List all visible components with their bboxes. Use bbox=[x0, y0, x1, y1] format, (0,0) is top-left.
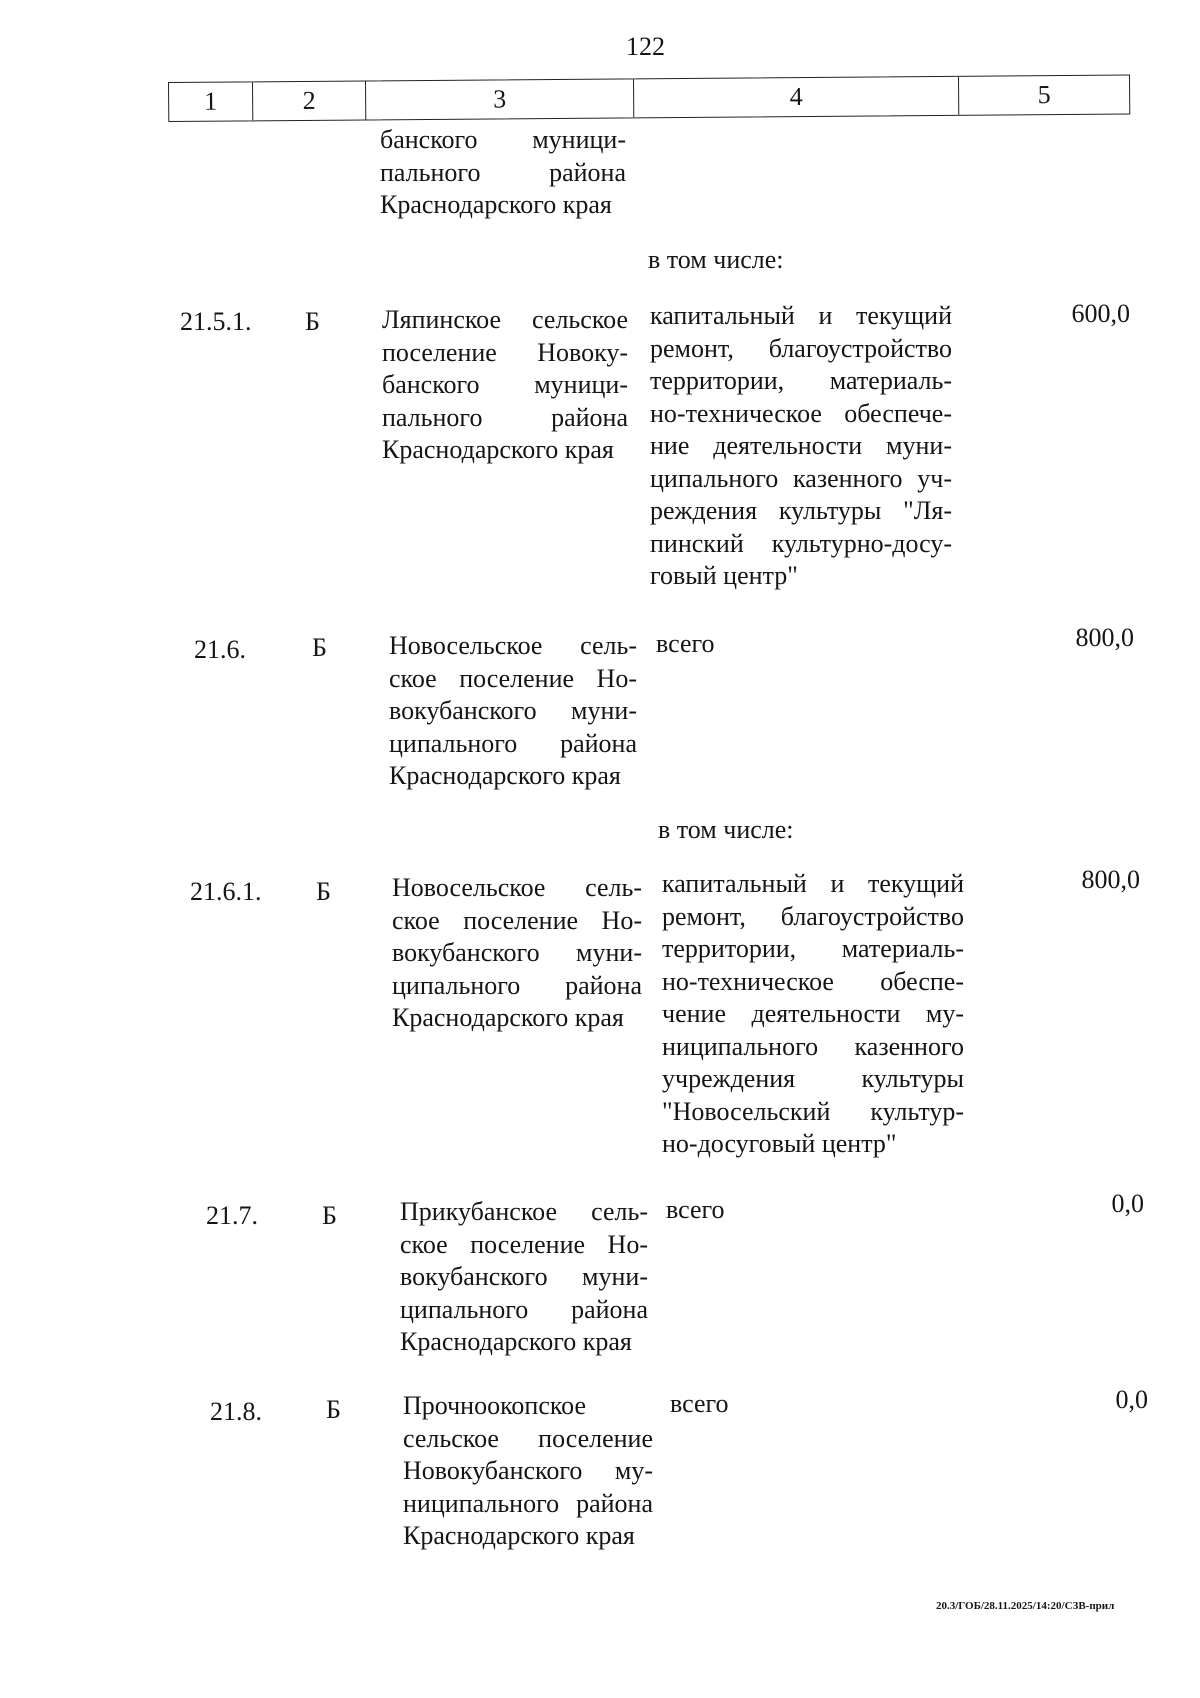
name-line: Краснодарского края bbox=[380, 190, 612, 219]
header-cell-4: 4 bbox=[634, 77, 959, 118]
name-line: ципального района bbox=[400, 1294, 648, 1324]
subtotal-label: в том числе: bbox=[648, 245, 784, 274]
subtotal-label: в том числе: bbox=[658, 815, 794, 844]
name-line: ниципального района bbox=[403, 1488, 653, 1518]
row-number: 21.6. bbox=[194, 635, 246, 664]
purpose-line: капитальный и текущий bbox=[650, 301, 952, 330]
name-line: Прочноокопское bbox=[403, 1391, 587, 1420]
header-cell-2: 2 bbox=[253, 81, 366, 120]
table-header-row bbox=[168, 74, 1130, 122]
header-cell-5: 5 bbox=[1037, 80, 1051, 110]
purpose-line: территории, материаль- bbox=[650, 366, 952, 395]
name-line: банского муници- bbox=[382, 370, 628, 399]
row-name bbox=[400, 1196, 648, 1359]
name-line: Краснодарского края bbox=[392, 1003, 624, 1032]
row-category: Б bbox=[322, 1201, 337, 1230]
row-purpose: всего bbox=[656, 629, 715, 658]
name-line: Новосельское сель- bbox=[392, 873, 642, 902]
purpose-line: чение деятельности му- bbox=[662, 999, 964, 1028]
name-line: Прикубанское сель- bbox=[400, 1197, 648, 1226]
name-line: ское поселение Но- bbox=[389, 663, 637, 693]
name-line: вокубанского муни- bbox=[392, 938, 642, 967]
purpose-line: но-техническое обеспече- bbox=[650, 398, 952, 428]
purpose-line: территории, материаль- bbox=[662, 934, 964, 963]
row-number: 21.8. bbox=[210, 1397, 262, 1426]
name-line: поселение Новоку- bbox=[382, 337, 628, 367]
name-line: Новокубанского му- bbox=[403, 1456, 653, 1485]
purpose-line: ремонт, благоустройство bbox=[662, 901, 964, 931]
purpose-line: реждения культуры "Ля- bbox=[650, 496, 952, 525]
row-number: 21.7. bbox=[206, 1201, 258, 1230]
name-line: ское поселение Но- bbox=[392, 905, 642, 935]
row-amount: 0,0 bbox=[1111, 1189, 1144, 1218]
purpose-line: капитальный и текущий bbox=[662, 869, 964, 898]
purpose-line: ремонт, благоустройство bbox=[650, 333, 952, 363]
purpose-line: ципального казенного уч- bbox=[650, 463, 952, 493]
row-amount: 0,0 bbox=[1115, 1385, 1148, 1414]
row-purpose: всего bbox=[670, 1389, 729, 1418]
name-line: вокубанского муни- bbox=[389, 696, 637, 725]
purpose-line: но-досуговый центр" bbox=[662, 1129, 897, 1158]
row-category: Б bbox=[312, 633, 327, 662]
row-name bbox=[403, 1390, 653, 1553]
name-line: Краснодарского края bbox=[382, 435, 614, 464]
purpose-line: но-техническое обеспе- bbox=[662, 966, 964, 996]
header-cell-3: 3 bbox=[366, 79, 634, 119]
name-line: Ляпинское сельское bbox=[382, 305, 628, 334]
purpose-line: пинский культурно-досу- bbox=[650, 528, 952, 558]
row-category: Б bbox=[326, 1395, 341, 1424]
row-name bbox=[392, 872, 642, 1035]
purpose-line: говый центр" bbox=[650, 561, 798, 590]
name-line: пального района bbox=[380, 157, 626, 187]
row-amount: 800,0 bbox=[1075, 623, 1134, 652]
name-line: ципального района bbox=[392, 970, 642, 1000]
row-number: 21.5.1. bbox=[180, 307, 252, 336]
document-footer-code: 20.3/ГОБ/28.11.2025/14:20/СЗВ-прил bbox=[936, 1600, 1115, 1612]
name-line: ское поселение Но- bbox=[400, 1229, 648, 1259]
name-line: банского муници- bbox=[380, 125, 626, 154]
row-name bbox=[382, 304, 628, 467]
purpose-line: ниципального казенного bbox=[662, 1031, 964, 1061]
purpose-line: учреждения культуры bbox=[662, 1064, 964, 1093]
purpose-line: "Новосельский культур- bbox=[662, 1096, 964, 1126]
purpose-line: ние деятельности муни- bbox=[650, 431, 952, 460]
row-purpose bbox=[662, 868, 964, 1161]
name-line: Краснодарского края bbox=[400, 1327, 632, 1356]
row-amount: 600,0 bbox=[1071, 299, 1130, 328]
name-line: Новосельское сель- bbox=[389, 631, 637, 660]
name-line: вокубанского муни- bbox=[400, 1262, 648, 1291]
row-category: Б bbox=[305, 307, 320, 336]
row-name bbox=[389, 630, 637, 793]
continuation-name bbox=[380, 124, 626, 222]
row-amount: 800,0 bbox=[1081, 865, 1140, 894]
name-line: Краснодарского края bbox=[403, 1521, 635, 1550]
name-line: сельское поселение bbox=[403, 1423, 653, 1453]
page-number: 122 bbox=[626, 32, 665, 61]
name-line: Краснодарского края bbox=[389, 761, 621, 790]
row-purpose bbox=[650, 300, 952, 593]
name-line: пального района bbox=[382, 402, 628, 432]
name-line: ципального района bbox=[389, 728, 637, 758]
row-number: 21.6.1. bbox=[190, 877, 262, 906]
header-cell-1: 1 bbox=[169, 82, 253, 121]
row-purpose: всего bbox=[666, 1195, 725, 1224]
row-category: Б bbox=[316, 877, 331, 906]
